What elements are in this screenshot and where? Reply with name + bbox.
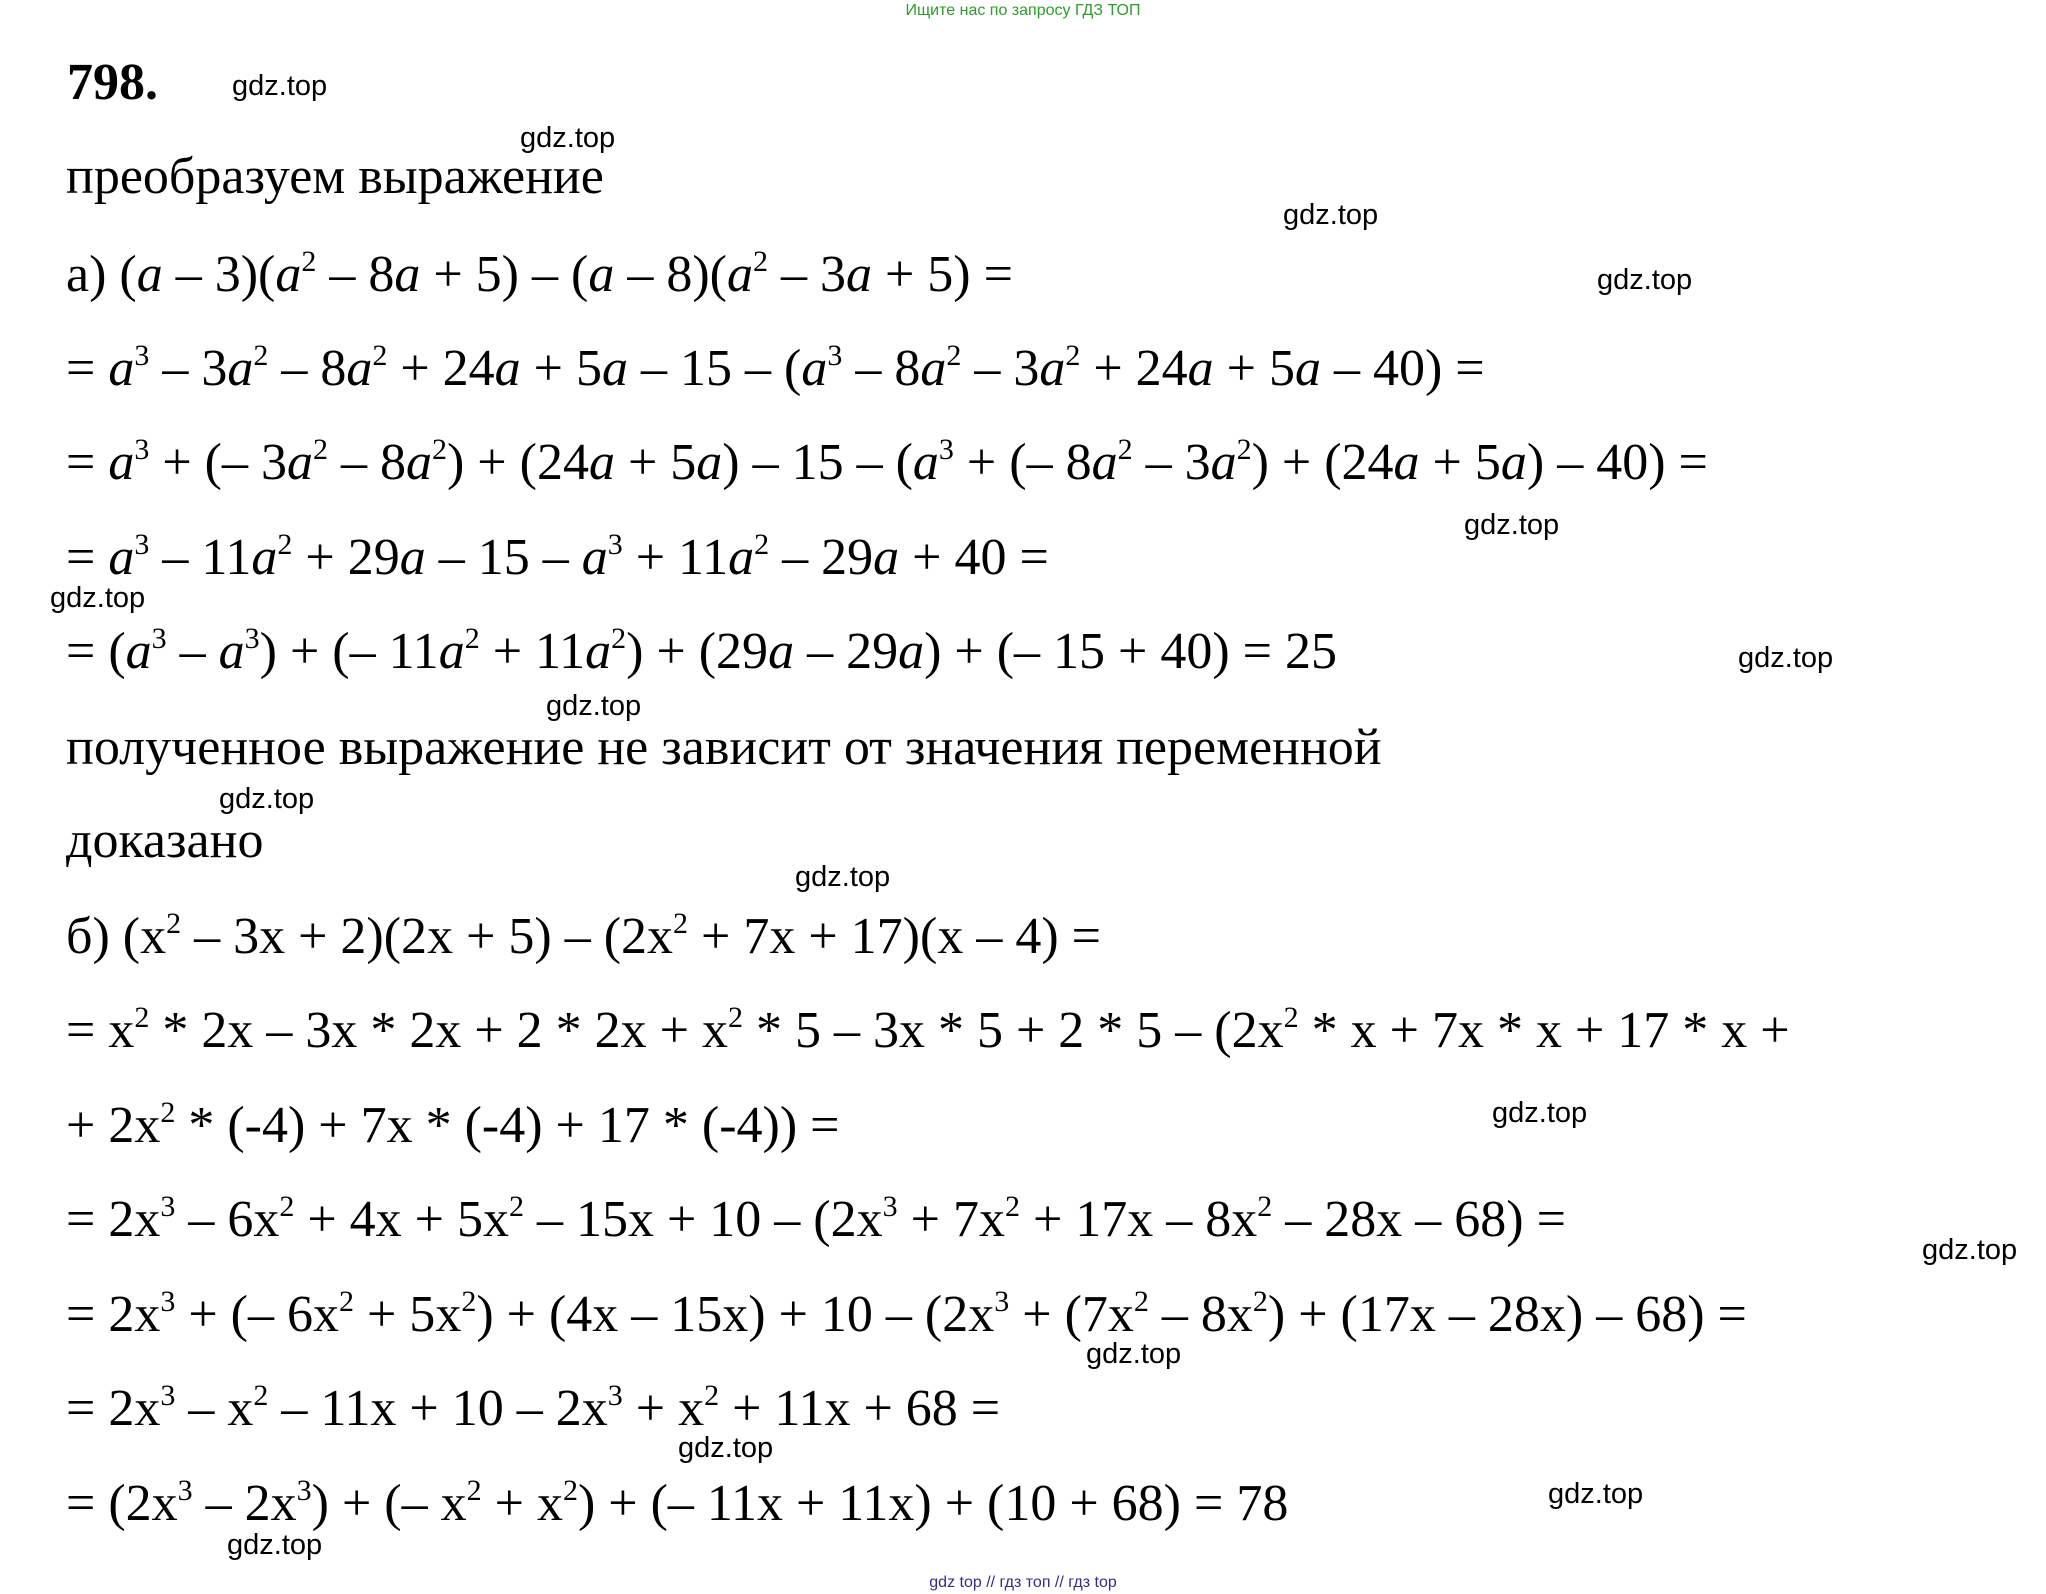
- part-b-line-6: = $2x^3 - x^2 - 11x + 10 - 2x^3 + x^2 + 11x + 68$ =: [66, 1379, 1001, 1437]
- watermark: gdz.top: [1464, 509, 1560, 541]
- part-b-line-5: = $2x^3$ + (– $6x^2 + 5x^2) + (4x - 15x) + 10 - (2x^3 + (7x^2 - 8x^2) + (17x - 28x) - 68)$ =: [66, 1285, 1747, 1343]
- watermark: gdz.top: [232, 70, 328, 102]
- part-b-line-2: = $x^2 * 2x - 3x * 2x + 2 * 2x + x^2 * 5 - 3x * 5 + 2 * 5 - (2x^2 * x + 7x * x + 17 * x$ +: [66, 1001, 1790, 1059]
- part-a-line-5: = $(a^3 - a^3)$ + (– $11a^2 + 11a^2) + (29a - 29a)$ + (– 15 + 40) = 25: [66, 622, 1337, 680]
- watermark: gdz.top: [520, 122, 616, 154]
- problem-number: 798.: [67, 54, 158, 111]
- watermark: gdz.top: [1548, 1478, 1644, 1510]
- proved-text: доказано: [66, 812, 264, 869]
- watermark: gdz.top: [50, 582, 146, 614]
- watermark: gdz.top: [546, 690, 642, 722]
- watermark: gdz.top: [1738, 642, 1834, 674]
- part-a-line-2: = $a^3 - 3a^2 - 8a^2 + 24a + 5a - 15 - (a^3 - 8a^2 - 3a^2 + 24a + 5a - 40)$ =: [66, 339, 1485, 397]
- part-a-line-1: а) $(a - 3)(a^2 - 8a + 5) - (a - 8)(a^2 - 3a + 5)$ =: [66, 245, 1013, 303]
- watermark: gdz.top: [219, 783, 315, 815]
- watermark: gdz.top: [1086, 1338, 1182, 1370]
- watermark: gdz.top: [678, 1432, 774, 1464]
- part-b-line-4: = $2x^3 - 6x^2 + 4x + 5x^2 - 15x + 10 - (2x^3 + 7x^2 + 17x - 8x^2 - 28x - 68)$ =: [66, 1190, 1566, 1248]
- conclusion-text: полученное выражение не зависит от значения переменной: [66, 719, 1382, 776]
- watermark: gdz.top: [227, 1529, 323, 1561]
- watermark: gdz.top: [1922, 1234, 2018, 1266]
- watermark: gdz.top: [1283, 199, 1379, 231]
- part-b-line-1: б) $(x^2 - 3x + 2)(2x + 5) - (2x^2 + 7x + 17)(x - 4)$ =: [66, 907, 1101, 965]
- top-banner-text: Ищите нас по запросу ГДЗ ТОП: [905, 2, 1141, 19]
- intro-text: преобразуем выражение: [66, 148, 604, 205]
- bottom-banner-text: gdz top // гдз топ // гдз top: [929, 1574, 1117, 1591]
- part-a-line-3: = $a^3$ + (– $3a^2 - 8a^2) + (24a + 5a) - 15 - (a^3$ + (– $8a^2 - 3a^2) + (24a + 5a) - 40$) =: [66, 433, 1708, 491]
- part-b-line-3: + $2x^2 * (-4) + 7x * (-4) + 17 * (-4)$) =: [66, 1096, 840, 1154]
- part-b-line-7: = $(2x^3 - 2x^3)$ + (– $x^2 + x^2$) + (– 11x + 11x) + (10 + 68) = 78: [66, 1474, 1289, 1532]
- watermark: gdz.top: [1597, 264, 1693, 296]
- watermark: gdz.top: [1492, 1097, 1588, 1129]
- watermark: gdz.top: [795, 861, 891, 893]
- part-a-line-4: = $a^3 - 11a^2 + 29a - 15 - a^3 + 11a^2 - 29a + 40$ =: [66, 528, 1049, 586]
